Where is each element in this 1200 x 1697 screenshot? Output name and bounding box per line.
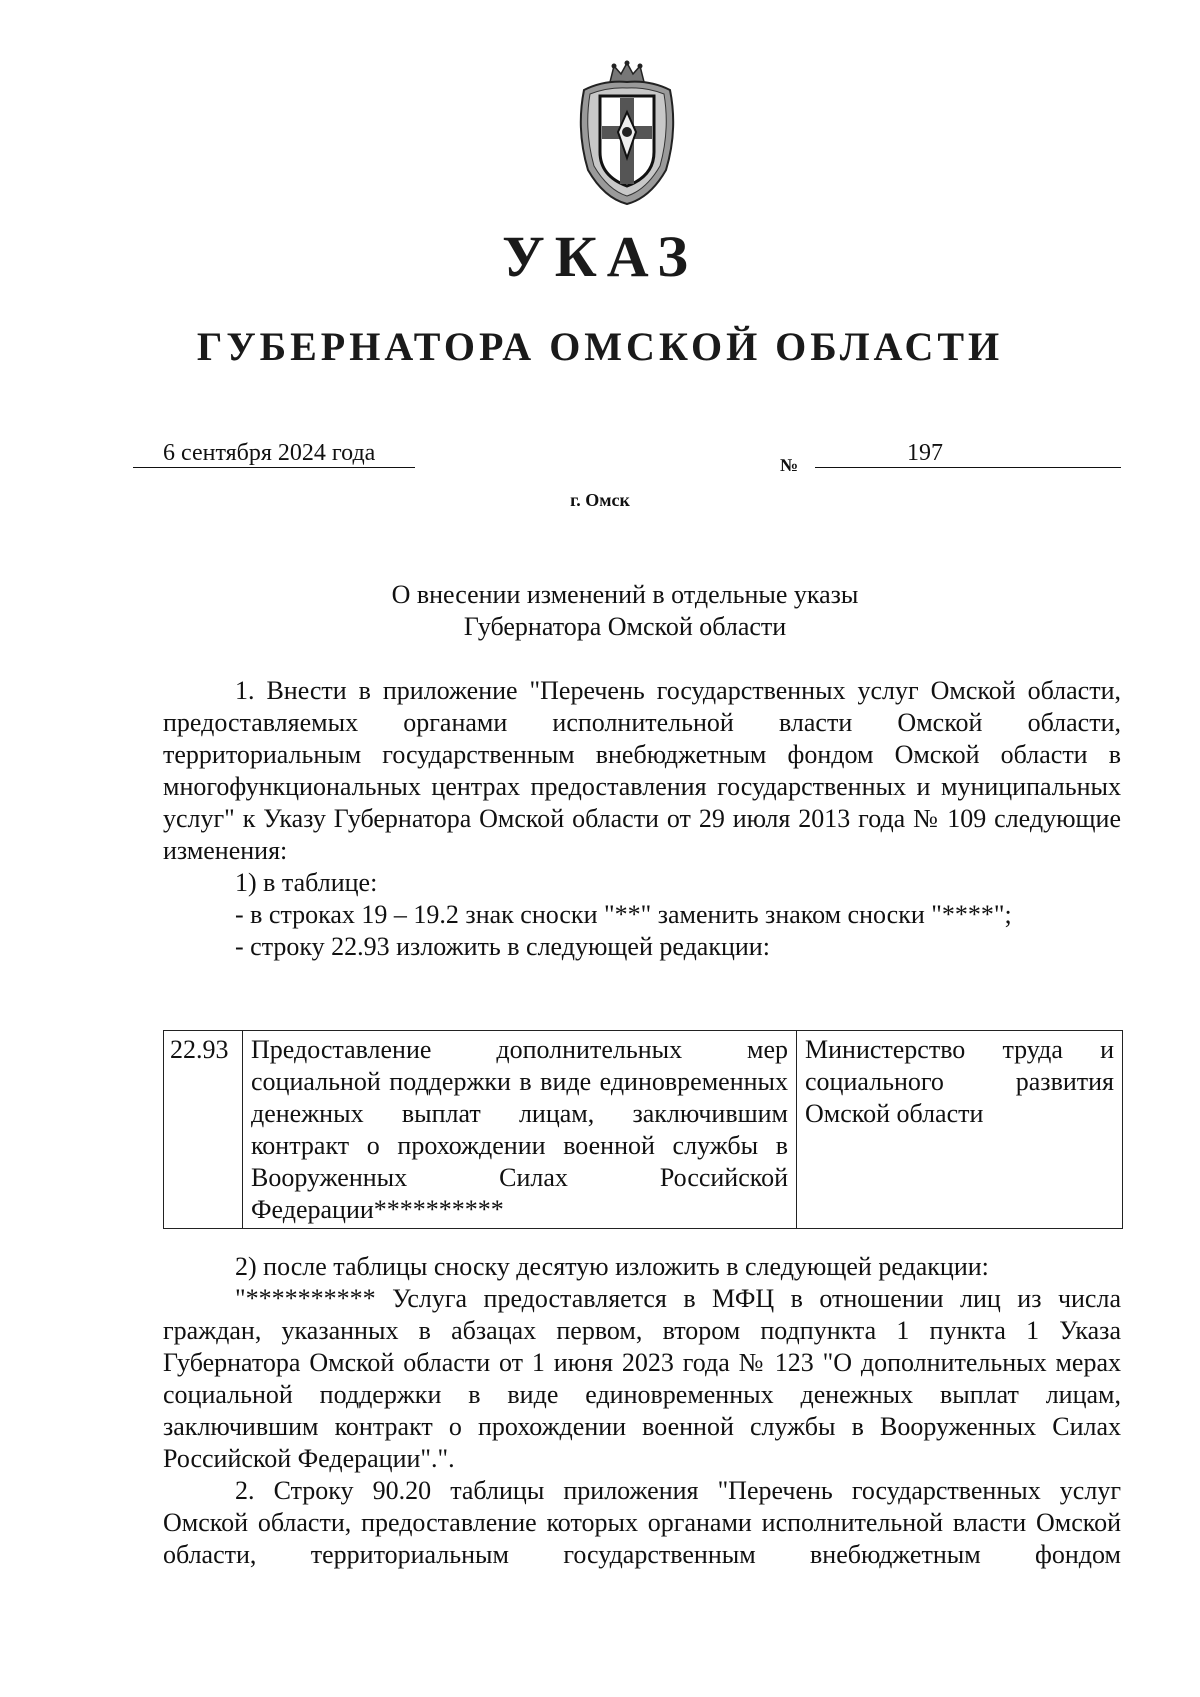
- paragraph: 2) после таблицы сноску десятую изложить в следующей редакции:: [235, 1252, 989, 1281]
- decree-number: 197: [907, 440, 943, 466]
- decree-title: УКАЗ: [502, 224, 698, 289]
- table-cell-service: Предоставление дополнительных мер социальной поддержки в виде единовременных денежных выплат лицам, заключившим контракт о прохождении военной службы в Вооруженных Силах Российской Федерации**********: [243, 1031, 797, 1229]
- omsk-oblast-coat-of-arms-icon: [570, 60, 684, 206]
- paragraph: "********** Услуга предоставляется в МФЦ в отношении лиц из числа граждан, указанных в абзацах первом, втором подпункта 1 пункта 1 Указа Губернатора Омской области от 1 июня 2023 года № 123 "О дополнительных мерах социальной поддержки в виде единовременных денежных выплат лицам, заключившим контракт о прохождении военной службы в Вооруженных Силах Российской Федерации".".: [163, 1284, 1121, 1473]
- paragraph: - строку 22.93 изложить в следующей редакции:: [235, 932, 770, 961]
- decree-issuer: ГУБЕРНАТОРА ОМСКОЙ ОБЛАСТИ: [196, 324, 1004, 369]
- paragraph: 1) в таблице:: [235, 868, 378, 897]
- number-underline: [815, 440, 1121, 468]
- table-row: [164, 1031, 1123, 1229]
- body-section-2: [163, 1251, 1121, 1571]
- amendment-table: [163, 1030, 1123, 1229]
- paragraph: 2. Строку 90.20 таблицы приложения "Перечень государственных услуг Омской области, предоставление которых органами исполнительной власти Омской области, территориальным государственным внебюджетным фондом: [163, 1476, 1121, 1569]
- body-section-1: [163, 675, 1121, 963]
- decree-date: 6 сентября 2024 года: [163, 440, 376, 466]
- number-sign: №: [780, 455, 799, 475]
- paragraph: 1. Внести в приложение "Перечень государственных услуг Омской области, предоставляемых органами исполнительной власти Омской области, территориальным государственным внебюджетным фондом Омской области в многофункциональных центрах предоставления государственных и муниципальных услуг" к Указу Губернатора Омской области от 29 июля 2013 года № 109 следующие изменения:: [163, 676, 1121, 865]
- paragraph: - в строках 19 – 19.2 знак сноски "**" заменить знаком сноски "****";: [235, 900, 1012, 929]
- city: г. Омск: [570, 490, 630, 510]
- document-title-line-1: О внесении изменений в отдельные указы: [391, 580, 859, 609]
- table-cell-number: 22.93: [164, 1031, 243, 1229]
- document-title: [0, 579, 1200, 643]
- table-cell-authority: Министерство труда и социального развития Омской области: [797, 1031, 1123, 1229]
- document-title-line-2: Губернатора Омской области: [463, 612, 787, 641]
